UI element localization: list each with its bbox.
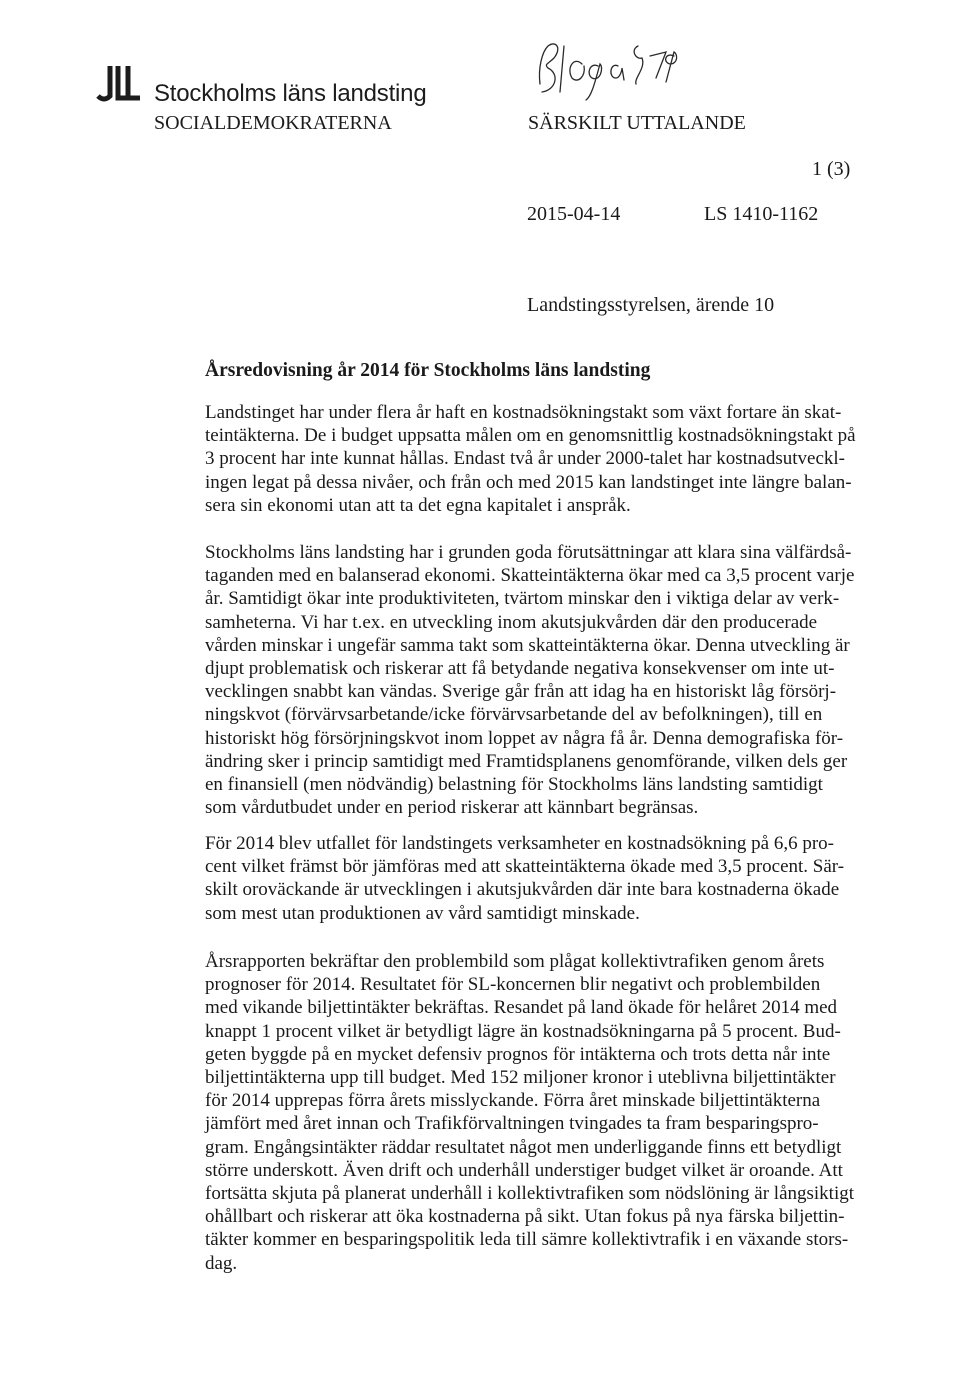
text-line: ingen legat på dessa nivåer, och från och med 2015 kan landstinget inte längre balan- bbox=[205, 471, 852, 493]
document-heading: Årsredovisning år 2014 för Stockholms läns landsting bbox=[205, 360, 651, 381]
document-date: 2015-04-14 bbox=[527, 203, 621, 225]
paragraph-2 bbox=[205, 541, 865, 819]
handwritten-annotation bbox=[526, 38, 686, 104]
text-line: sera sin ekonomi utan att ta det egna kapitalet i anspråk. bbox=[205, 494, 631, 516]
text-line: prognoser för 2014. Resultatet för SL-koncernen blir negativt och problembilden bbox=[205, 974, 821, 996]
sll-logo-icon bbox=[94, 62, 142, 106]
text-line: ohållbart och riskerar att öka kostnaderna på sikt. Utan fokus på nya färska biljettin- bbox=[205, 1206, 845, 1228]
text-line: skilt oroväckande är utvecklingen i akutsjukvården där inte bara kostnaderna ökade bbox=[205, 879, 840, 901]
text-line: en finansiell (men nödvändig) belastning för Stockholms läns landsting samtidigt bbox=[205, 774, 823, 796]
text-line: För 2014 blev utfallet för landstingets verksamheter en kostnadsökning på 6,6 pro- bbox=[205, 833, 834, 854]
text-line: jämfört med året innan och Trafikförvaltningen tvingades ta fram besparingspro- bbox=[205, 1113, 819, 1135]
text-line: Stockholms läns landsting har i grunden goda förutsättningar att klara sina välfärdså- bbox=[205, 542, 852, 563]
organization-name: Stockholms läns landsting bbox=[154, 80, 427, 107]
text-line: 3 procent har inte kunnat hållas. Endast två år under 2000-talet har kostnadsutveckl- bbox=[205, 448, 845, 470]
text-line: taganden med en balanserad ekonomi. Skatteintäkterna ökar med ca 3,5 procent varje bbox=[205, 565, 855, 587]
text-line: geten byggde på en mycket defensiv prognos för intäkterna och trots detta når inte bbox=[205, 1043, 831, 1065]
text-line: dag. bbox=[205, 1252, 238, 1274]
text-line: knappt 1 procent vilket är betydligt lägre än kostnadsökningarna på 5 procent. Bud- bbox=[205, 1020, 841, 1042]
paragraph-4 bbox=[205, 950, 865, 1275]
text-line: vecklingen snabbt kan vändas. Sverige går från att idag ha en historiskt låg försörj- bbox=[205, 681, 837, 703]
text-line: som vårdutbudet under en period riskerar att kännbart begränsas. bbox=[205, 797, 699, 819]
page-number: 1 (3) bbox=[812, 158, 851, 180]
text-line: ändring sker i princip samtidigt med Framtidsplanens genomförande, vilken dels ger bbox=[205, 750, 848, 772]
text-line: teintäkterna. De i budget uppsatta målen om en genomsnittlig kostnadsökningstakt på bbox=[205, 425, 856, 447]
text-line: för 2014 upprepas förra årets misslyckande. Förra året minskade biljettintäkterna bbox=[205, 1090, 821, 1112]
text-line: som mest utan produktionen av vård samtidigt minskade. bbox=[205, 902, 640, 924]
text-line: Landstinget har under flera år haft en kostnadsökningstakt som växt fortare än skat- bbox=[205, 402, 842, 423]
text-line: fortsätta skjuta på planerat underhåll i kollektivtrafiken som nödslöning är långsiktigt bbox=[205, 1183, 855, 1205]
text-line: ningskvot (förvärvsarbetande/icke förvärvsarbetande del av befolkningen), till en bbox=[205, 704, 823, 726]
text-line: med vikande biljettintäkter bekräftas. Resandet på land ökade för helåret 2014 med bbox=[205, 997, 838, 1019]
document-reference: LS 1410-1162 bbox=[704, 203, 819, 225]
recipient-line: Landstingsstyrelsen, ärende 10 bbox=[527, 294, 775, 316]
party-name: SOCIALDEMOKRATERNA bbox=[154, 112, 392, 134]
text-line: gram. Engångsintäkter räddar resultatet något men underliggande finns ett betydligt bbox=[205, 1136, 842, 1158]
document-type: SÄRSKILT UTTALANDE bbox=[528, 112, 746, 134]
text-line: vården minskar i ungefär samma takt som skatteintäkterna ökar. Denna utveckling är bbox=[205, 634, 850, 656]
text-line: större underskott. Även drift och underhåll understiger budget vilket är oroande. Att bbox=[205, 1159, 843, 1181]
text-line: djupt problematisk och riskerar att få betydande negativa konsekvenser om inte ut- bbox=[205, 658, 835, 680]
text-line: täkter kommer en besparingspolitik leda till sämre kollektivtrafik i en växande stors- bbox=[205, 1229, 849, 1251]
text-line: cent vilket främst bör jämföras med att skatteintäkterna ökade med 3,5 procent. Sär- bbox=[205, 856, 845, 878]
text-line: historiskt hög försörjningskvot inom loppet av några få år. Denna demografiska för- bbox=[205, 727, 844, 749]
text-line: samheterna. Vi har t.ex. en utveckling inom akutsjukvården där den producerade bbox=[205, 611, 818, 633]
paragraph-1 bbox=[205, 401, 865, 517]
paragraph-3 bbox=[205, 832, 865, 925]
text-line: Årsrapporten bekräftar den problembild som plågat kollektivtrafiken genom årets bbox=[205, 951, 825, 972]
text-line: biljettintäkterna upp till budget. Med 152 miljoner kronor i uteblivna biljettintäkter bbox=[205, 1067, 836, 1089]
text-line: år. Samtidigt ökar inte produktiviteten, tvärtom minskar den i viktiga delar av verk- bbox=[205, 588, 840, 610]
